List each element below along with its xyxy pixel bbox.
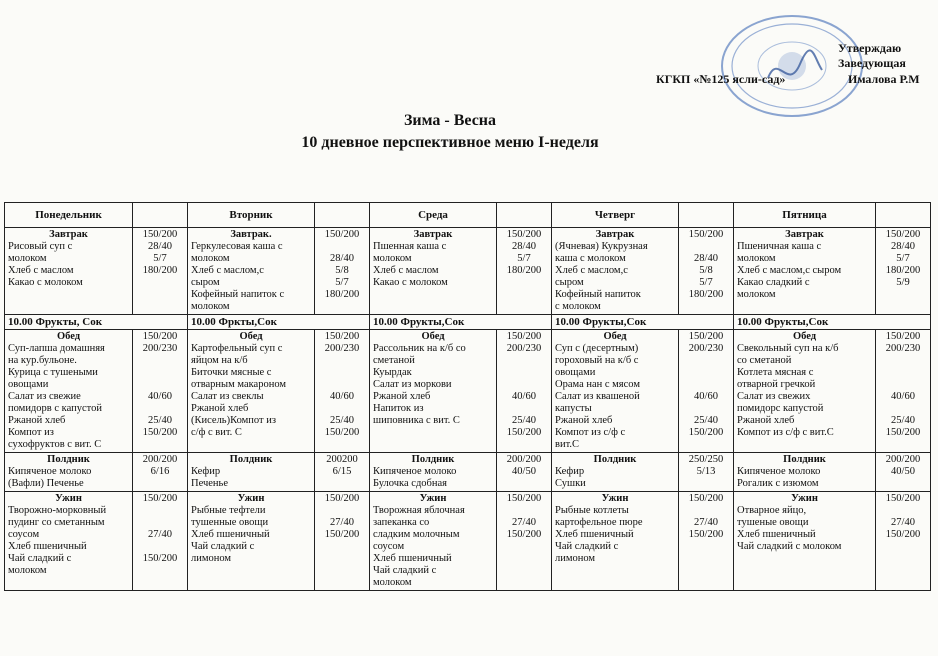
meal-items: Рисовый суп с молоком Хлеб с маслом Какао с молоком bbox=[8, 241, 83, 288]
meal-cell bbox=[370, 228, 497, 315]
meal-title: Завтрак bbox=[595, 229, 635, 240]
meal-title: Обед bbox=[421, 331, 445, 342]
portion-cell: 150/200 200/230 40/60 25/40 150/200 bbox=[315, 330, 370, 453]
meal-cell bbox=[552, 453, 679, 492]
meal-items: Рыбные котлеты картофельное пюре Хлеб пшеничный Чай сладкий с лимоном bbox=[555, 505, 643, 564]
fruit-cell: 10.00 Фрукты, Сок bbox=[5, 315, 188, 330]
meal-cell bbox=[370, 453, 497, 492]
meal-title: Полдник bbox=[593, 454, 637, 465]
portion-cell: 200/200 40/50 bbox=[876, 453, 931, 492]
portion-cell: 150/200 27/40 150/200 bbox=[679, 492, 734, 591]
meal-cell bbox=[734, 228, 876, 315]
meal-cell bbox=[188, 453, 315, 492]
fruit-cell: 10.00 Фрукты,Сок bbox=[552, 315, 734, 330]
day-name: Вторник bbox=[188, 203, 315, 228]
table-row bbox=[5, 453, 931, 492]
meal-cell bbox=[552, 228, 679, 315]
portion-cell: 150/200 200/230 40/60 25/40 150/200 bbox=[876, 330, 931, 453]
empty-cell bbox=[876, 203, 931, 228]
empty-cell bbox=[315, 203, 370, 228]
meal-title: Обед bbox=[603, 331, 627, 342]
meal-items: Отварное яйцо, тушеные овощи Хлеб пшеничный Чай сладкий с молоком bbox=[737, 505, 842, 552]
portion-cell: 150/200 28/40 5/8 5/7 180/200 bbox=[315, 228, 370, 315]
meal-title: Обед bbox=[792, 331, 817, 342]
meal-items: Творожная яблочная запеканка со сладким молочным соусом Хлеб пшеничный Чай сладкий с молоком bbox=[373, 505, 465, 588]
meal-items: Картофельный суп с яйцом на к/б Биточки мясные с отварным макароном Салат из свеклы Ржаной хлеб (Кисель)Компот из с/ф с вит. С bbox=[191, 343, 287, 438]
portion-cell: 150/200 200/230 40/60 25/40 150/200 bbox=[133, 330, 188, 453]
meal-items: (Ячневая) Кукрузная каша с молоком Хлеб с маслом,с сыром Кофейный напиток с молоком bbox=[555, 241, 648, 312]
meal-items: Рыбные тефтели тушенные овощи Хлеб пшеничный Чай сладкий с лимоном bbox=[191, 505, 270, 564]
meal-cell bbox=[188, 228, 315, 315]
meal-items: Кипяченое молоко (Вафли) Печенье bbox=[8, 466, 92, 489]
meal-title: Полдник bbox=[47, 454, 90, 465]
meal-cell bbox=[370, 492, 497, 591]
portion-cell: 150/200 27/40 150/200 bbox=[315, 492, 370, 591]
meal-title: Завтрак. bbox=[230, 229, 272, 240]
meal-cell bbox=[734, 453, 876, 492]
meal-cell bbox=[552, 330, 679, 453]
meal-cell bbox=[188, 330, 315, 453]
meal-title: Полдник bbox=[229, 454, 273, 465]
table-row bbox=[5, 492, 931, 591]
portion-cell: 150/200 27/40 150/200 bbox=[497, 492, 552, 591]
meal-items: Пшеничная каша с молоком Хлеб с маслом,с сыром Какао сладкий с молоком bbox=[737, 241, 842, 300]
fruit-cell: 10.00 Фрукты,Сок bbox=[734, 315, 931, 330]
meal-items: Суп-лапша домашняя на кур.бульоне. Курица с тушеными овощами Салат из свежие помидорв с капустой Ржаной хлеб Компот из сухофруктов с вит. С bbox=[8, 343, 105, 450]
day-name: Пятница bbox=[734, 203, 876, 228]
meal-title: Ужин bbox=[237, 493, 265, 504]
meal-title: Ужин bbox=[601, 493, 629, 504]
meal-cell bbox=[5, 492, 133, 591]
menu-title: 10 дневное перспективное меню I-неделя bbox=[301, 134, 599, 151]
meal-title: Ужин bbox=[419, 493, 447, 504]
season-title: Зима - Весна bbox=[403, 112, 497, 129]
portion-cell: 200200 6/15 bbox=[315, 453, 370, 492]
portion-cell: 150/200 27/40 150/200 bbox=[133, 492, 188, 591]
menu-table bbox=[4, 202, 931, 591]
meal-title: Завтрак bbox=[49, 229, 88, 240]
approver-name: Ималова Р.М bbox=[848, 72, 920, 86]
meal-title: Ужин bbox=[55, 493, 82, 504]
meal-cell bbox=[188, 492, 315, 591]
empty-cell bbox=[497, 203, 552, 228]
table-row bbox=[5, 203, 931, 228]
meal-cell bbox=[734, 492, 876, 591]
meal-items: Рассольник на к/б со сметаной Куырдак Салат из моркови Ржаной хлеб Напиток из шиповника с вит. С bbox=[373, 343, 466, 426]
meal-cell bbox=[5, 228, 133, 315]
meal-title: Обед bbox=[56, 331, 81, 342]
meal-items: Кипяченое молоко Булочка сдобная bbox=[373, 466, 457, 489]
day-name: Четверг bbox=[552, 203, 679, 228]
table-row bbox=[5, 228, 931, 315]
organization-name: КГКП «№125 ясли-сад» bbox=[656, 72, 786, 86]
approval-label: Утверждаю bbox=[838, 41, 902, 55]
portion-cell: 200/200 40/50 bbox=[497, 453, 552, 492]
table-row bbox=[5, 315, 931, 330]
meal-title: Завтрак bbox=[785, 229, 824, 240]
meal-items: Суп с (десертным) гороховый на к/б с овощами Орама нан с мясом Салат из квашеной капусты Ржаной хлеб Компот из с/ф с вит.С bbox=[555, 343, 640, 450]
empty-cell bbox=[133, 203, 188, 228]
day-name: Среда bbox=[370, 203, 497, 228]
meal-title: Обед bbox=[239, 331, 263, 342]
meal-cell bbox=[552, 492, 679, 591]
portion-cell: 150/200 200/230 40/60 25/40 150/200 bbox=[679, 330, 734, 453]
portion-cell: 150/200 28/40 5/7 180/200 5/9 bbox=[876, 228, 931, 315]
meal-cell bbox=[734, 330, 876, 453]
portion-cell: 250/250 5/13 bbox=[679, 453, 734, 492]
meal-items: Пшенная каша с молоком Хлеб с маслом Какао с молоком bbox=[373, 241, 448, 288]
portion-cell: 150/200 27/40 150/200 bbox=[876, 492, 931, 591]
portion-cell: 150/200 200/230 40/60 25/40 150/200 bbox=[497, 330, 552, 453]
meal-items: Творожно-морковный пудинг со сметанным соусом Хлеб пшеничный Чай сладкий с молоком bbox=[8, 505, 107, 576]
approver-position: Заведующая bbox=[838, 56, 906, 70]
portion-cell: 150/200 28/40 5/8 5/7 180/200 bbox=[679, 228, 734, 315]
meal-title: Полдник bbox=[783, 454, 826, 465]
meal-items: Кипяченое молоко Рогалик с изюмом bbox=[737, 466, 821, 489]
table-row bbox=[5, 330, 931, 453]
meal-cell bbox=[370, 330, 497, 453]
empty-cell bbox=[679, 203, 734, 228]
portion-cell: 150/200 28/40 5/7 180/200 bbox=[133, 228, 188, 315]
portion-cell: 150/200 28/40 5/7 180/200 bbox=[497, 228, 552, 315]
meal-items: Свекольный суп на к/б со сметаной Котлета мясная с отварной гречкой Салат из свежих помидорс капустой Ржаной хлеб Компот из с/ф с вит.С bbox=[737, 343, 839, 438]
meal-cell bbox=[5, 330, 133, 453]
meal-title: Завтрак bbox=[413, 229, 453, 240]
meal-title: Полдник bbox=[411, 454, 455, 465]
day-name: Понедельник bbox=[5, 203, 133, 228]
meal-items: Геркулесовая каша с молоком Хлеб с маслом,с сыром Кофейный напиток с молоком bbox=[191, 241, 285, 312]
portion-cell: 200/200 6/16 bbox=[133, 453, 188, 492]
meal-items: Кефир Печенье bbox=[191, 466, 228, 489]
meal-title: Ужин bbox=[791, 493, 818, 504]
meal-items: Кефир Сушки bbox=[555, 466, 586, 489]
meal-cell bbox=[5, 453, 133, 492]
fruit-cell: 10.00 Фрукты,Сок bbox=[370, 315, 552, 330]
fruit-cell: 10.00 Фркты,Сок bbox=[188, 315, 370, 330]
